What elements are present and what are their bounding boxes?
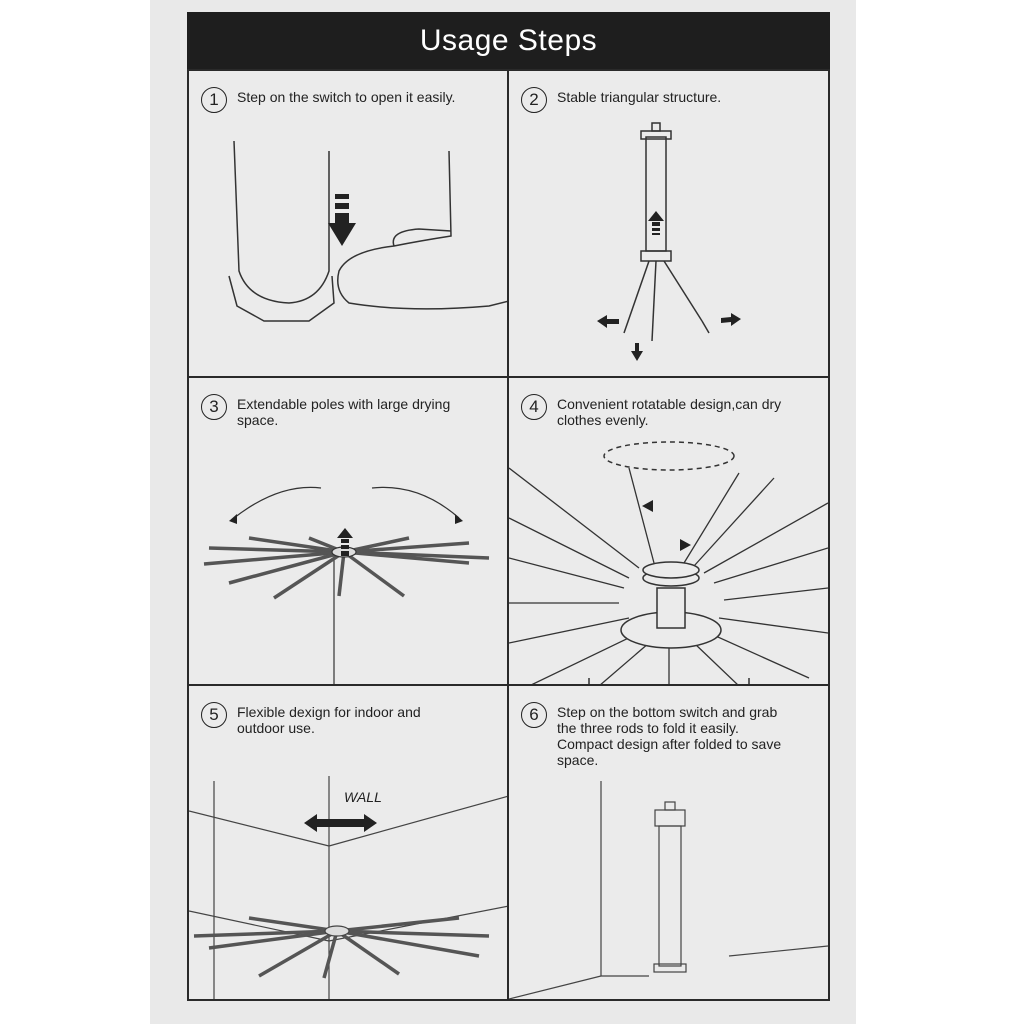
wall-label: WALL [344,789,382,805]
right-arrow-icon [721,313,741,326]
title-banner [187,12,830,69]
step-6-panel [509,686,828,999]
left-arrow-icon [597,315,619,328]
step-2-number: 2 [521,87,547,113]
step-6-text: Step on the bottom switch and grab the three rods to fold it easily. Compact design after folded to save space. [557,704,782,768]
tripod-stand-illustration [509,71,828,378]
step-1-number: 1 [201,87,227,113]
left-arrow-icon [642,500,653,512]
down-arrow-icon [328,194,356,246]
down-arrow-icon [631,343,643,361]
steps-grid [187,69,830,1001]
wall-corner-illustration [189,686,509,999]
step-3-text: Extendable poles with large drying space. [237,396,451,428]
extendable-poles-illustration [189,378,509,686]
step-1-panel [189,71,509,378]
step-4-number: 4 [521,394,547,420]
step-1-text: Step on the switch to open it easily. [237,89,456,105]
step-6-number: 6 [521,702,547,728]
folded-stand-illustration [509,686,828,999]
page-title: Usage Steps [419,23,598,57]
step-2-panel [509,71,828,378]
double-arrow-icon [304,814,377,832]
step-4-panel [509,378,828,686]
step-4-text: Convenient rotatable design,can dry clothes evenly. [557,396,782,428]
right-arrow-icon [680,539,691,551]
step-5-text: Flexible dexign for indoor and outdoor use. [237,704,421,736]
step-3-number: 3 [201,394,227,420]
step-2-text: Stable triangular structure. [557,89,722,105]
rotatable-hub-illustration [509,378,828,686]
foot-on-switch-illustration [189,71,509,378]
up-arrow-icon [648,211,664,235]
step-3-panel [189,378,509,686]
step-5-number: 5 [201,702,227,728]
step-5-panel [189,686,509,999]
